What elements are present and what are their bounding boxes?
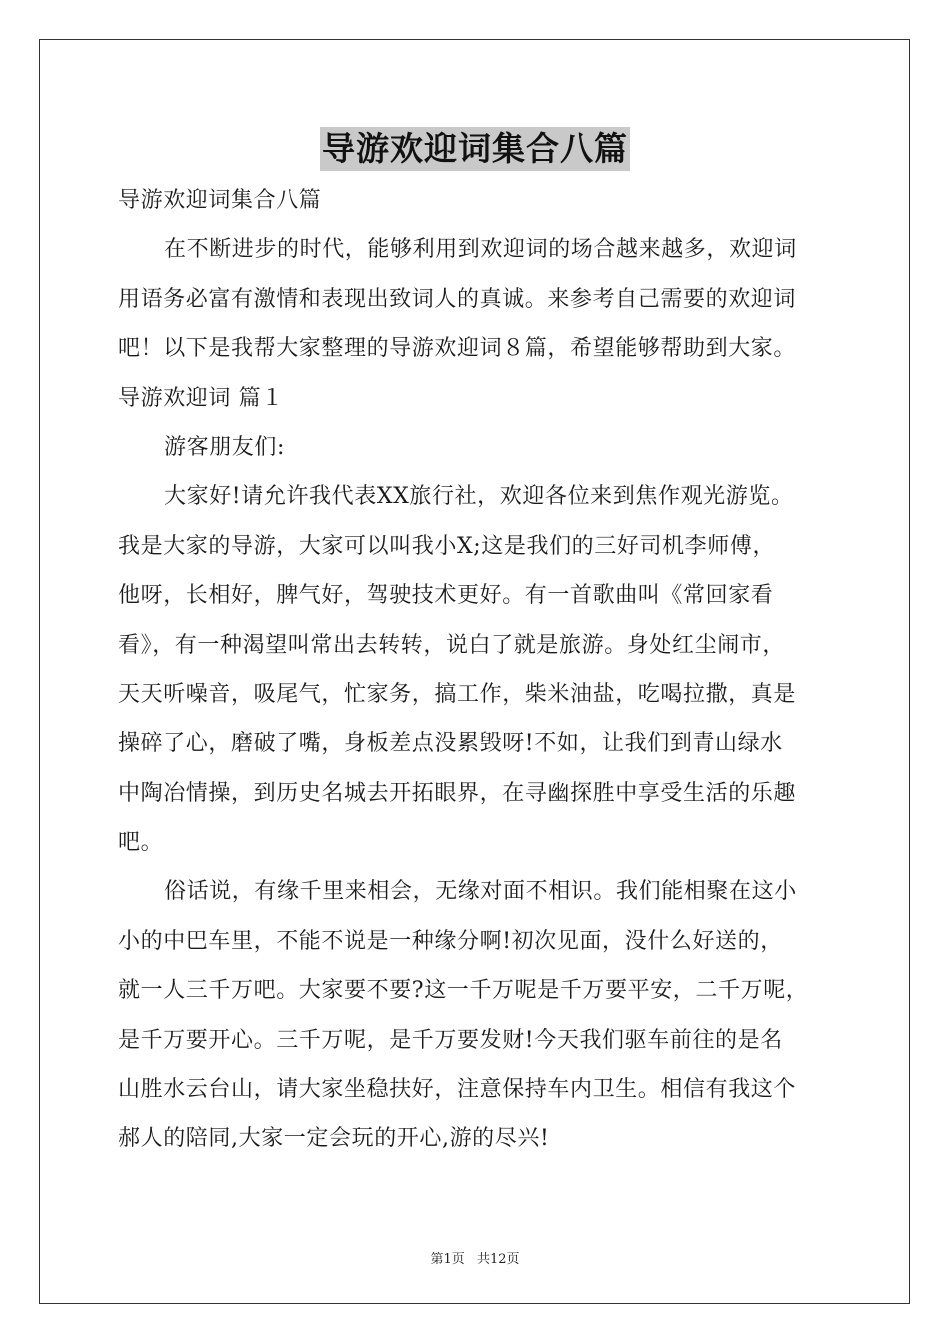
document-title: 导游欢迎词集合八篇 [320,127,630,171]
intro-paragraph [118,225,834,373]
greeting-line: 游客朋友们: [164,434,286,460]
paragraph-line: 是千万要开心。三千万呢，是千万要发财!今天我们驱车前往的是名 [118,1027,783,1053]
document-body [118,176,834,1164]
paragraph-line: 山胜水云台山，请大家坐稳扶好，注意保持车内卫生。相信有我这个 [118,1077,797,1103]
page-total: 共12页 [476,1252,520,1267]
paragraph-line: 用语务必富有激情和表现出致词人的真诚。来参考自己需要的欢迎词 [118,286,797,312]
paragraph-line: 看》，有一种渴望叫常出去转转，说白了就是旅游。身处红尘闹市， [118,632,786,658]
paragraph-1 [118,472,834,867]
paragraph-line: 我是大家的导游，大家可以叫我小X;这是我们的三好司机李师傅， [118,533,776,559]
paragraph-line: 他呀，长相好，脾气好，驾驶技术更好。有一首歌曲叫《常回家看 [118,583,774,609]
page-footer [0,1248,950,1267]
paragraph-line: 俗话说，有缘千里来相会，无缘对面不相识。我们能相聚在这小 [164,879,797,905]
paragraph-line: 吧。 [118,830,164,856]
paragraph-line: 小的中巴车里，不能不说是一种缘分啊!初次见面，没什么好送的， [118,928,783,954]
paragraph-line: 吧！以下是我帮大家整理的导游欢迎词８篇，希望能够帮助到大家。 [118,336,797,362]
paragraph-line: 天天听噪音，吸尾气，忙家务，搞工作，柴米油盐，吃喝拉撒，真是 [118,681,797,707]
document-subtitle: 导游欢迎词集合八篇 [118,188,322,213]
title-wrap [0,127,950,171]
paragraph-line: 中陶冶情操，到历史名城去开拓眼界，在寻幽探胜中享受生活的乐趣 [118,780,797,806]
paragraph-line: 在不断进步的时代，能够利用到欢迎词的场合越来越多，欢迎词 [164,237,797,263]
paragraph-line: 大家好!请允许我代表XX旅行社，欢迎各位来到焦作观光游览。 [164,484,794,510]
paragraph-2 [118,867,834,1163]
section-heading: 导游欢迎词 篇１ [118,385,284,411]
paragraph-line: 操碎了心，磨破了嘴，身板差点没累毁呀!不如，让我们到青山绿水 [118,731,783,757]
paragraph-line: 郝人的陪同,大家一定会玩的开心,游的尽兴! [118,1126,550,1152]
page-number: 第1页 [430,1252,465,1267]
paragraph-line: 就一人三千万吧。大家要不要?这一千万呢是千万要平安，二千万呢， [118,978,809,1004]
